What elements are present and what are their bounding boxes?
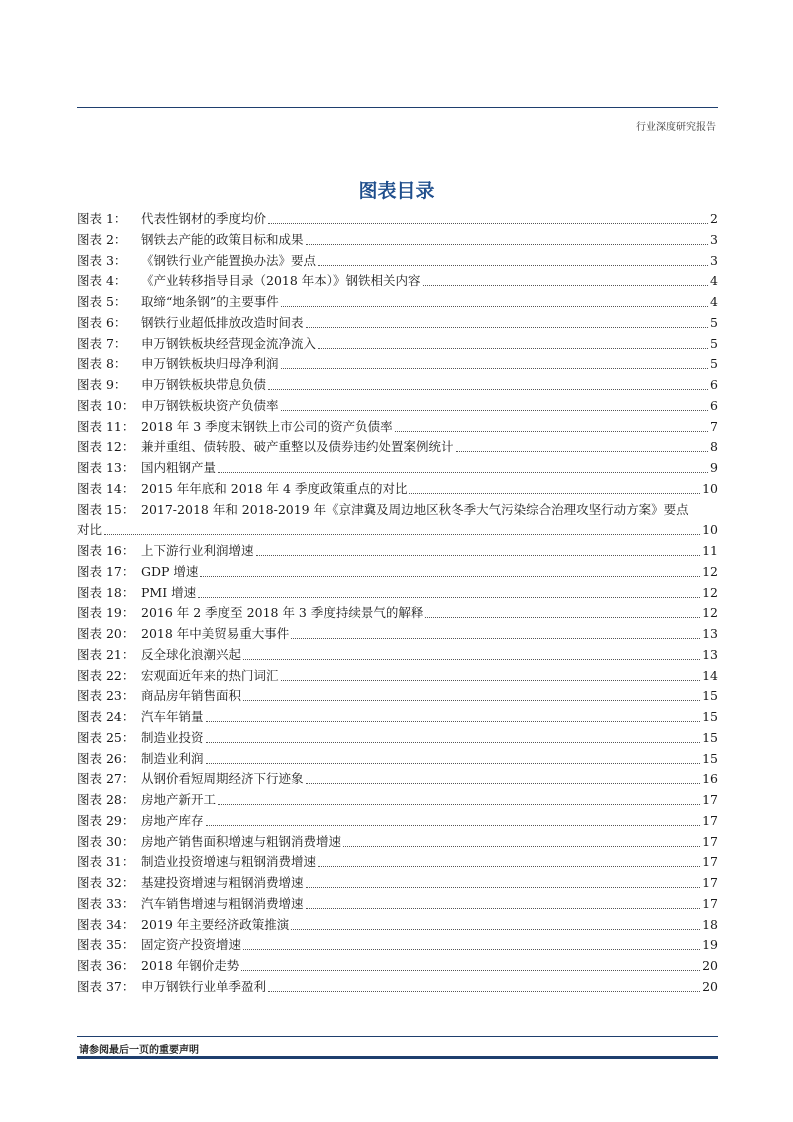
toc-entry-label: 图表 18： [77, 584, 135, 600]
toc-entry[interactable] [77, 396, 718, 417]
toc-entry-page[interactable]: 13 [702, 626, 718, 641]
toc-entry[interactable] [77, 686, 718, 707]
toc-entry-title[interactable]: 代表性钢材的季度均价 [141, 211, 267, 226]
toc-entry-title[interactable]: 申万钢铁行业单季盈利 [141, 978, 267, 994]
toc-entry-leader [206, 728, 701, 743]
toc-entry-label: 图表 32： [77, 875, 135, 890]
toc-entry-page[interactable]: 10 [702, 480, 718, 496]
toc-entry[interactable] [77, 873, 718, 894]
toc-entry-page[interactable]: 5 [710, 314, 718, 330]
toc-entry-leader [409, 479, 700, 494]
toc-entry-page[interactable]: 7 [710, 418, 718, 434]
toc-entry[interactable] [77, 977, 718, 998]
toc-entry-leader [218, 790, 700, 805]
toc-entry-leader [306, 769, 701, 784]
toc-entry[interactable] [77, 811, 718, 832]
toc-entry-page[interactable]: 12 [702, 563, 718, 579]
header-rule [77, 107, 718, 108]
toc-entry-title[interactable]: 制造业投资 [141, 729, 204, 745]
toc-entry-label: 图表 28： [77, 792, 135, 807]
toc-entry[interactable] [77, 230, 718, 251]
toc-entry[interactable] [77, 728, 718, 749]
toc-entry-label: 图表 31： [77, 854, 135, 870]
toc-entry-label: 图表 11： [77, 418, 135, 434]
toc-entry-label: 图表 1： [77, 211, 127, 226]
toc-entry-label: 图表 27： [77, 771, 135, 787]
toc-entry-page[interactable]: 17 [702, 833, 718, 849]
toc-entry[interactable] [77, 292, 718, 313]
toc-entry-title[interactable]: 国内粗钢产量 [141, 460, 217, 475]
toc-entry-label: 图表 3： [77, 252, 127, 268]
toc-entry-leader [456, 437, 709, 452]
toc-entry-title[interactable]: PMI 增速 [141, 584, 197, 600]
toc-entry-leader [306, 313, 709, 328]
toc-entry-title[interactable]: 固定资产投资增速 [141, 937, 242, 953]
toc-entry-page[interactable]: 15 [702, 688, 718, 704]
toc-entry-leader [268, 209, 708, 224]
toc-entry[interactable] [77, 500, 718, 542]
toc-entry-page[interactable]: 6 [710, 397, 718, 413]
toc-entry-label: 图表 30： [77, 833, 135, 849]
toc-entry-leader [243, 686, 700, 701]
toc-entry-page[interactable]: 15 [702, 729, 718, 745]
toc-entry-label: 图表 12： [77, 439, 135, 455]
toc-entry-label: 图表 35： [77, 937, 135, 953]
toc-entry-title[interactable]: 基建投资增速与粗钢消费增速 [141, 875, 304, 890]
toc-entry-page[interactable]: 14 [702, 667, 718, 683]
toc-entry[interactable] [77, 562, 718, 583]
toc-entry-page[interactable]: 6 [710, 377, 718, 392]
toc-entry-label: 图表 36： [77, 958, 135, 973]
toc-entry-label: 图表 8： [77, 356, 127, 372]
toc-entry-leader [104, 520, 700, 535]
toc-entry-title[interactable]: 房地产销售面积增速与粗钢消费增速 [141, 833, 342, 849]
toc-entry-title[interactable]: 制造业利润 [141, 750, 204, 766]
toc-entry-title[interactable]: GDP 增速 [141, 563, 199, 579]
toc-entry-leader [291, 624, 700, 639]
toc-entry[interactable] [77, 251, 718, 272]
toc-entry[interactable] [77, 707, 718, 728]
toc-entry-page[interactable]: 11 [702, 543, 718, 558]
toc-entry-page[interactable]: 20 [702, 978, 718, 994]
toc-entry-label: 图表 14： [77, 480, 135, 496]
toc-entry-title[interactable]: 汽车销售增速与粗钢消费增速 [141, 895, 304, 911]
toc-entry-leader [268, 375, 708, 390]
toc-entry-page[interactable]: 17 [702, 895, 718, 911]
toc-entry-title[interactable]: 申万钢铁板块资产负债率 [141, 397, 279, 413]
toc-entry-title[interactable]: 上下游行业利润增速 [141, 543, 254, 558]
toc-entry[interactable] [77, 375, 718, 396]
toc-entry-title[interactable]: 2019 年主要经济政策推演 [141, 916, 290, 932]
toc-entry-label: 图表 23： [77, 688, 135, 704]
toc-entry-title[interactable]: 商品房年销售面积 [141, 688, 242, 704]
toc-entry[interactable] [77, 417, 718, 438]
toc-entry-label: 图表 22： [77, 667, 135, 683]
footer-bar [77, 1056, 718, 1059]
toc-entry[interactable] [77, 956, 718, 977]
toc-entry-page[interactable]: 17 [702, 812, 718, 828]
toc-entry-label: 图表 26： [77, 750, 135, 766]
toc-entry-title[interactable]: 2015 年年底和 2018 年 4 季度政策重点的对比 [141, 480, 408, 496]
toc-entry-label: 图表 24： [77, 709, 135, 724]
toc-entry-leader [268, 977, 700, 992]
toc-entry[interactable] [77, 832, 718, 853]
toc-entry-leader [395, 417, 708, 432]
toc-entry-title[interactable]: 房地产新开工 [141, 792, 217, 807]
toc-entry-page[interactable]: 5 [710, 356, 718, 372]
toc-entry-leader [291, 915, 700, 930]
toc-entry-page[interactable]: 4 [710, 273, 718, 289]
toc-entry-page[interactable]: 2 [710, 211, 718, 226]
toc-entry-leader [281, 354, 709, 369]
toc-entry-leader [218, 458, 708, 473]
toc-title: 图表目录 [358, 180, 435, 202]
toc-entry-title[interactable]: 汽车年销量 [141, 709, 204, 724]
footer-rule [77, 1036, 718, 1037]
toc-entry-leader [206, 749, 701, 764]
toc-entry-label: 图表 6： [77, 314, 127, 330]
toc-entry-page[interactable]: 3 [710, 252, 718, 268]
toc-entry-label: 图表 20： [77, 626, 135, 641]
toc-entry-title-continued[interactable]: 对比 [77, 522, 103, 538]
toc-entry[interactable] [77, 583, 718, 604]
toc-entry[interactable] [77, 479, 718, 500]
toc-entry-page[interactable]: 3 [710, 231, 718, 247]
toc-entry-label: 图表 15： [77, 501, 135, 517]
toc-entry[interactable] [77, 749, 718, 770]
toc-entry-title[interactable]: 《产业转移指导目录（2018 年本）》钢铁相关内容 [141, 273, 421, 289]
toc-entry-page[interactable]: 15 [702, 750, 718, 766]
toc-entry-leader [318, 334, 708, 349]
toc-entry-page[interactable]: 18 [702, 916, 718, 932]
toc-entry-leader [343, 832, 700, 847]
toc-entry-title[interactable]: 申万钢铁板块带息负债 [141, 377, 267, 392]
toc-entry-label: 图表 13： [77, 460, 135, 475]
toc-entry[interactable] [77, 541, 718, 562]
toc-entry-leader [241, 956, 700, 971]
toc-entry-label: 图表 5： [77, 294, 127, 309]
toc-entry-leader [206, 811, 701, 826]
toc-entry[interactable] [77, 790, 718, 811]
toc-entry-title[interactable]: 《钢铁行业产能置换办法》要点 [141, 252, 317, 268]
toc-entry[interactable] [77, 458, 718, 479]
toc-entry-leader [423, 271, 709, 286]
toc-entry-title[interactable]: 2018 年钢价走势 [141, 958, 240, 973]
toc-entry-label: 图表 10： [77, 397, 135, 413]
toc-entry-title[interactable]: 兼并重组、债转股、破产重整以及债券违约处置案例统计 [141, 439, 454, 455]
toc-entry[interactable] [77, 769, 718, 790]
toc-entry[interactable] [77, 852, 718, 873]
footer-disclaimer: 请参阅最后一页的重要声明 [79, 1045, 199, 1056]
toc-entry[interactable] [77, 313, 718, 334]
toc-entry-label: 图表 2： [77, 231, 127, 247]
toc-entry-leader [318, 852, 700, 867]
toc-entry-label: 图表 17： [77, 563, 135, 579]
toc-entry-title[interactable]: 申万钢铁板块归母净利润 [141, 356, 279, 372]
toc-entry[interactable] [77, 437, 718, 458]
toc-entry-title[interactable]: 制造业投资增速与粗钢消费增速 [141, 854, 317, 870]
toc-entry[interactable] [77, 334, 718, 355]
toc-entry-leader [306, 873, 701, 888]
toc-entry-page[interactable]: 12 [702, 584, 718, 600]
toc-entry[interactable] [77, 603, 718, 624]
toc-entry-title[interactable]: 房地产库存 [141, 812, 204, 828]
toc-entry-leader [243, 645, 700, 660]
toc-entry-leader [198, 583, 700, 598]
toc-entry-title[interactable]: 钢铁去产能的政策目标和成果 [141, 231, 304, 247]
toc-entry-title[interactable]: 钢铁行业超低排放改造时间表 [141, 314, 304, 330]
toc-entry-label: 图表 16： [77, 543, 135, 558]
toc-list [77, 209, 718, 998]
toc-entry-leader [200, 562, 700, 577]
toc-entry-label: 图表 21： [77, 646, 135, 662]
toc-entry-title[interactable]: 2018 年中美贸易重大事件 [141, 626, 290, 641]
toc-entry[interactable] [77, 645, 718, 666]
toc-entry-page[interactable]: 10 [702, 522, 718, 538]
toc-entry-page[interactable]: 19 [702, 937, 718, 953]
toc-entry-leader [318, 251, 708, 266]
toc-entry-title[interactable]: 2016 年 2 季度至 2018 年 3 季度持续景气的解释 [141, 605, 424, 621]
toc-entry-title[interactable]: 宏观面近年来的热门词汇 [141, 667, 279, 683]
toc-entry-title[interactable]: 申万钢铁板块经营现金流净流入 [141, 335, 317, 351]
toc-entry-leader [206, 707, 701, 722]
toc-entry-page[interactable]: 5 [710, 335, 718, 351]
toc-entry-label: 图表 37： [77, 978, 135, 994]
toc-entry-page[interactable]: 17 [702, 792, 718, 807]
toc-entry-label: 图表 25： [77, 729, 135, 745]
toc-entry[interactable] [77, 209, 718, 230]
toc-entry[interactable] [77, 915, 718, 936]
toc-entry-leader [281, 292, 708, 307]
toc-entry-title[interactable]: 2017-2018 年和 2018-2019 年《京津冀及周边地区秋冬季大气污染综合治理攻坚行动方案》要点 [141, 501, 689, 517]
toc-entry-label: 图表 29： [77, 812, 135, 828]
toc-entry[interactable] [77, 271, 718, 292]
toc-entry-page[interactable]: 20 [702, 958, 718, 973]
toc-entry-label: 图表 9： [77, 377, 127, 392]
toc-entry-label: 图表 33： [77, 895, 135, 911]
toc-entry-page[interactable]: 17 [702, 875, 718, 890]
toc-entry-title[interactable]: 2018 年 3 季度末钢铁上市公司的资产负债率 [141, 418, 393, 434]
toc-entry[interactable] [77, 354, 718, 375]
toc-entry-leader [243, 935, 700, 950]
toc-entry-leader [281, 396, 709, 411]
report-type-label: 行业深度研究报告 [636, 122, 716, 133]
toc-entry-page[interactable]: 16 [702, 771, 718, 787]
toc-entry-page[interactable]: 8 [710, 439, 718, 455]
toc-entry-leader [425, 603, 700, 618]
toc-entry-page[interactable]: 13 [702, 646, 718, 662]
toc-entry-leader [256, 541, 701, 556]
toc-entry-leader [306, 894, 701, 909]
toc-entry-title[interactable]: 反全球化浪潮兴起 [141, 646, 242, 662]
toc-entry-title[interactable]: 取缔“地条钢”的主要事件 [141, 294, 279, 309]
toc-entry[interactable] [77, 666, 718, 687]
toc-entry-page[interactable]: 17 [702, 854, 718, 870]
toc-entry-label: 图表 4： [77, 273, 127, 289]
toc-entry-leader [281, 666, 701, 681]
toc-entry-page[interactable]: 4 [710, 294, 718, 309]
toc-entry-page[interactable]: 15 [702, 709, 718, 724]
toc-entry-page[interactable]: 12 [702, 605, 718, 621]
toc-entry[interactable] [77, 935, 718, 956]
toc-entry[interactable] [77, 894, 718, 915]
toc-entry-title[interactable]: 从钢价看短周期经济下行迹象 [141, 771, 304, 787]
toc-entry[interactable] [77, 624, 718, 645]
toc-entry-label: 图表 7： [77, 335, 127, 351]
toc-entry-label: 图表 19： [77, 605, 135, 621]
toc-entry-leader [306, 230, 709, 245]
toc-entry-label: 图表 34： [77, 916, 135, 932]
toc-entry-page[interactable]: 9 [710, 460, 718, 475]
